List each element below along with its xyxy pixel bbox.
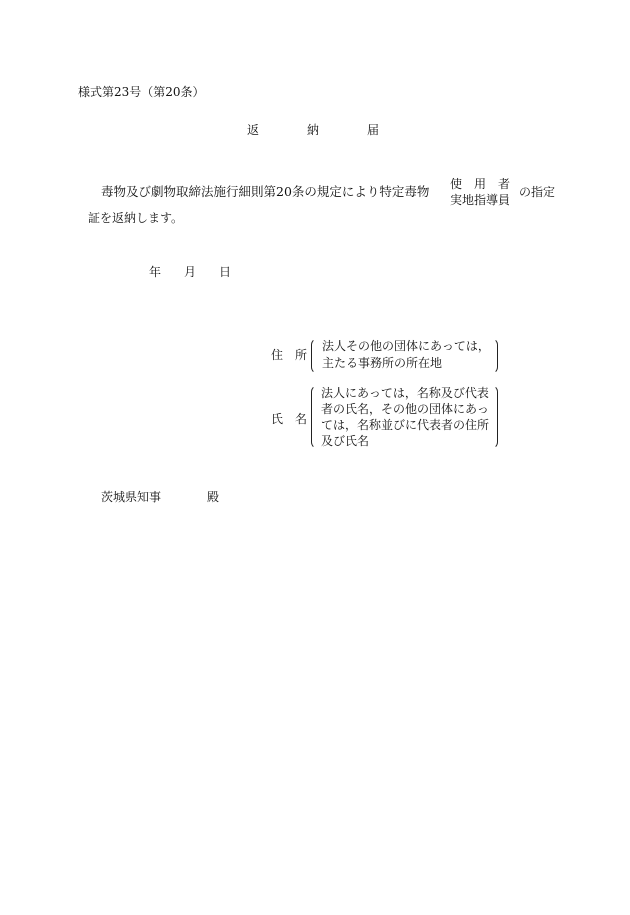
name-note-line-1: 法人にあっては，名称及び代表 <box>321 386 489 400</box>
option-instructor: 実地指導員 <box>450 193 511 207</box>
body-line-1: 毒物及び劇物取締法施行細則第20条の規定により特定毒物 <box>101 184 430 199</box>
addressee-honorific: 殿 <box>207 490 220 504</box>
body-line-2: 証を返納します。 <box>88 211 184 225</box>
address-note-line-1: 法人その他の団体にあっては， <box>322 339 490 353</box>
addressee-name: 茨城県知事 <box>101 490 162 504</box>
address-note-line-2: 主たる事務所の所在地 <box>322 356 443 370</box>
address-label: 住 所 <box>271 348 308 362</box>
name-label: 氏 名 <box>271 412 308 426</box>
title-char-3: 届 <box>367 123 380 137</box>
date-year: 年 <box>149 265 162 279</box>
name-note-line-2: 者の氏名，その他の団体にあっ <box>321 402 489 416</box>
form-number: 様式第23号（第20条） <box>78 85 205 99</box>
title-char-2: 納 <box>307 123 320 137</box>
title-char-1: 返 <box>247 123 260 137</box>
name-note-line-4: 及び氏名 <box>321 434 370 448</box>
date-month: 月 <box>184 265 197 279</box>
body-line-1-tail: の指定 <box>519 185 556 199</box>
name-note-line-3: ては，名称並びに代表者の住所 <box>321 418 490 432</box>
date-day: 日 <box>219 265 232 279</box>
document-title <box>0 124 630 138</box>
option-user: 使 用 者 <box>450 177 511 191</box>
